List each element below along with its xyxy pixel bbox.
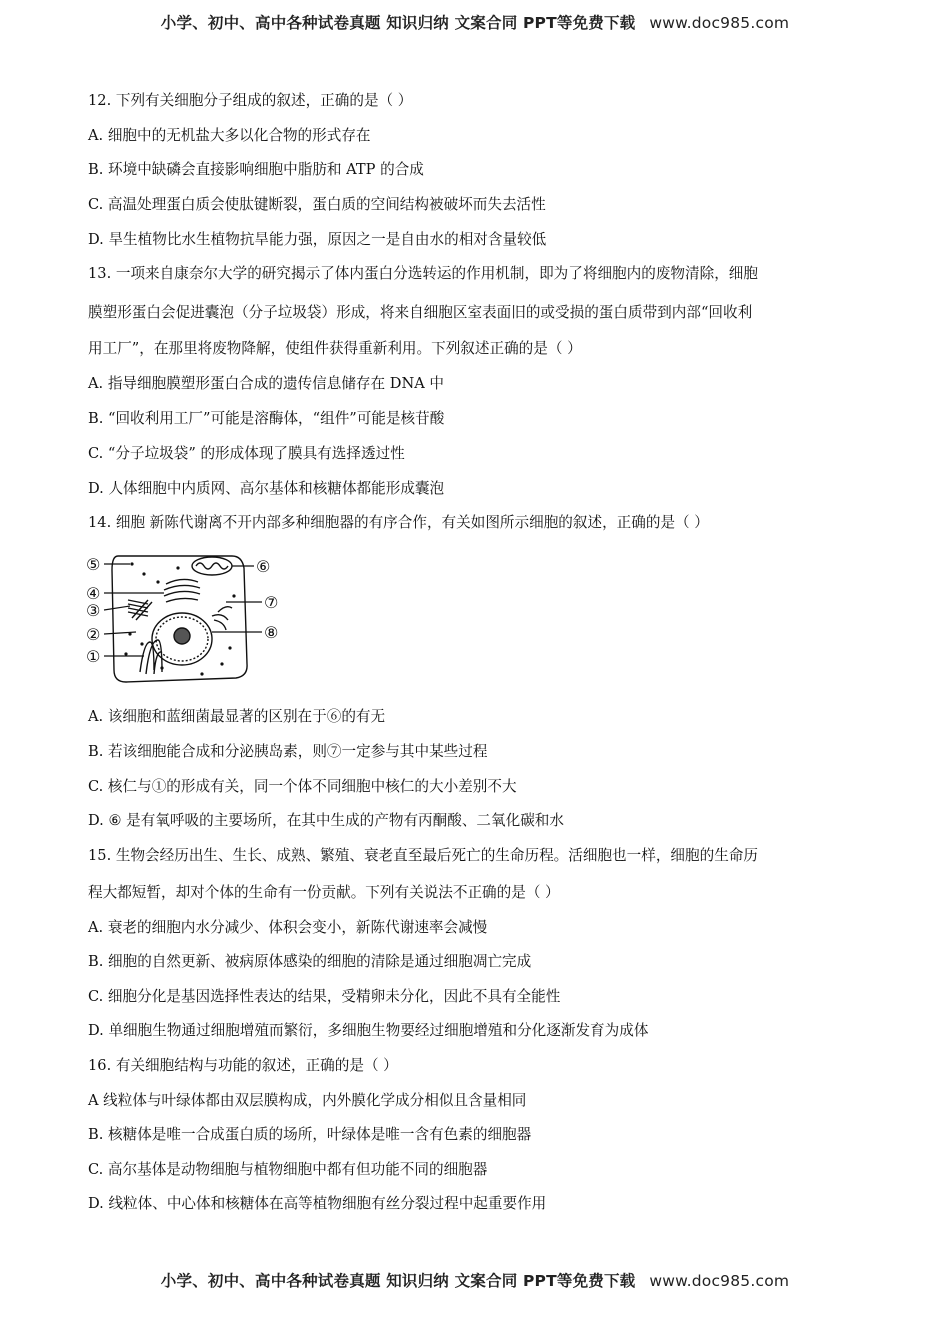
- q16-option-a: A 线粒体与叶绿体都由双层膜构成，内外膜化学成分相似且含量相同: [88, 1092, 527, 1109]
- footer-banner-url[interactable]: www.doc985.com: [649, 1272, 790, 1290]
- q14-stem: 14. 细胞 新陈代谢离不开内部多种细胞器的有序合作，有关如图所示细胞的叙述，正确的是（ ）: [88, 514, 709, 531]
- figure-label-5: ⑤: [86, 555, 101, 574]
- q12-stem: 12. 下列有关细胞分子组成的叙述，正确的是（ ）: [88, 92, 413, 109]
- q15-stem-line-2: 程大都短暂，却对个体的生命有一份贡献。下列有关说法不正确的是（ ）: [88, 884, 560, 901]
- q12-option-d: D. 旱生植物比水生植物抗旱能力强，原因之一是自由水的相对含量较低: [88, 231, 547, 248]
- golgi-shape: [164, 579, 200, 602]
- animal-cell-diagram: [82, 544, 282, 694]
- q13-option-a: A. 指导细胞膜塑形蛋白合成的遗传信息储存在 DNA 中: [88, 375, 444, 392]
- q15-option-b: B. 细胞的自然更新、被病原体感染的细胞的清除是通过细胞凋亡完成: [88, 953, 532, 970]
- q13-option-b: B. “回收利用工厂”可能是溶酶体，“组件”可能是核苷酸: [88, 410, 445, 427]
- header-banner-text: 小学、初中、高中各种试卷真题 知识归纳 文案合同 PPT等免费下载: [160, 14, 636, 32]
- q12-option-b: B. 环境中缺磷会直接影响细胞中脂肪和 ATP 的合成: [88, 161, 424, 178]
- q13-stem-line-1: 13. 一项来自康奈尔大学的研究揭示了体内蛋白分选转运的作用机制，即为了将细胞内的废物清除，细胞: [88, 265, 758, 282]
- q15-option-c: C. 细胞分化是基因选择性表达的结果，受精卵未分化，因此不具有全能性: [88, 988, 561, 1005]
- q14-option-b: B. 若该细胞能合成和分泌胰岛素，则⑦一定参与其中某些过程: [88, 743, 488, 760]
- q14-option-d: D. ⑥ 是有氧呼吸的主要场所，在其中生成的产物有丙酮酸、二氧化碳和水: [88, 812, 564, 829]
- q13-option-d: D. 人体细胞中内质网、高尔基体和核糖体都能形成囊泡: [88, 480, 445, 497]
- figure-label-7: ⑦: [264, 593, 279, 612]
- figure-label-3: ③: [86, 601, 101, 620]
- figure-label-2: ②: [86, 625, 101, 644]
- q13-option-c: C. “分子垃圾袋” 的形成体现了膜具有选择透过性: [88, 445, 405, 462]
- q12-option-a: A. 细胞中的无机盐大多以化合物的形式存在: [88, 127, 371, 144]
- q14-option-c: C. 核仁与①的形成有关，同一个体不同细胞中核仁的大小差别不大: [88, 778, 517, 795]
- footer-banner: [0, 1269, 950, 1291]
- q15-stem-line-1: 15. 生物会经历出生、生长、成熟、繁殖、衰老直至最后死亡的生命历程。活细胞也一样，细胞的生命历: [88, 847, 758, 864]
- q16-option-c: C. 高尔基体是动物细胞与植物细胞中都有但功能不同的细胞器: [88, 1161, 488, 1178]
- figure-label-6: ⑥: [256, 557, 271, 576]
- q13-stem-line-2: 膜塑形蛋白会促进囊泡（分子垃圾袋）形成，将来自细胞区室表面旧的或受损的蛋白质带到内部“回收利: [88, 304, 753, 321]
- q12-option-c: C. 高温处理蛋白质会使肽键断裂，蛋白质的空间结构被破坏而失去活性: [88, 196, 546, 213]
- q13-stem-line-3: 用工厂”，在那里将废物降解，使组件获得重新利用。下列叙述正确的是（ ）: [88, 340, 582, 357]
- header-banner-url[interactable]: www.doc985.com: [649, 14, 790, 32]
- organelle-7-shape: [212, 607, 232, 630]
- q16-option-d: D. 线粒体、中心体和核糖体在高等植物细胞有丝分裂过程中起重要作用: [88, 1195, 547, 1212]
- q15-option-d: D. 单细胞生物通过细胞增殖而繁衍，多细胞生物要经过细胞增殖和分化逐渐发育为成体: [88, 1022, 649, 1039]
- centriole-shape: [128, 600, 152, 620]
- figure-label-4: ④: [86, 584, 101, 603]
- figure-label-8: ⑧: [264, 623, 279, 642]
- er-shape: [140, 640, 162, 674]
- figure-label-1: ①: [86, 647, 101, 666]
- q16-stem: 16. 有关细胞结构与功能的叙述，正确的是（ ）: [88, 1057, 398, 1074]
- footer-banner-text: 小学、初中、高中各种试卷真题 知识归纳 文案合同 PPT等免费下载: [160, 1272, 636, 1290]
- q15-option-a: A. 衰老的细胞内水分减少、体积会变小，新陈代谢速率会减慢: [88, 919, 488, 936]
- q16-option-b: B. 核糖体是唯一合成蛋白质的场所，叶绿体是唯一含有色素的细胞器: [88, 1126, 532, 1143]
- header-banner: [0, 11, 950, 33]
- q14-option-a: A. 该细胞和蓝细菌最显著的区别在于⑥的有无: [88, 708, 386, 725]
